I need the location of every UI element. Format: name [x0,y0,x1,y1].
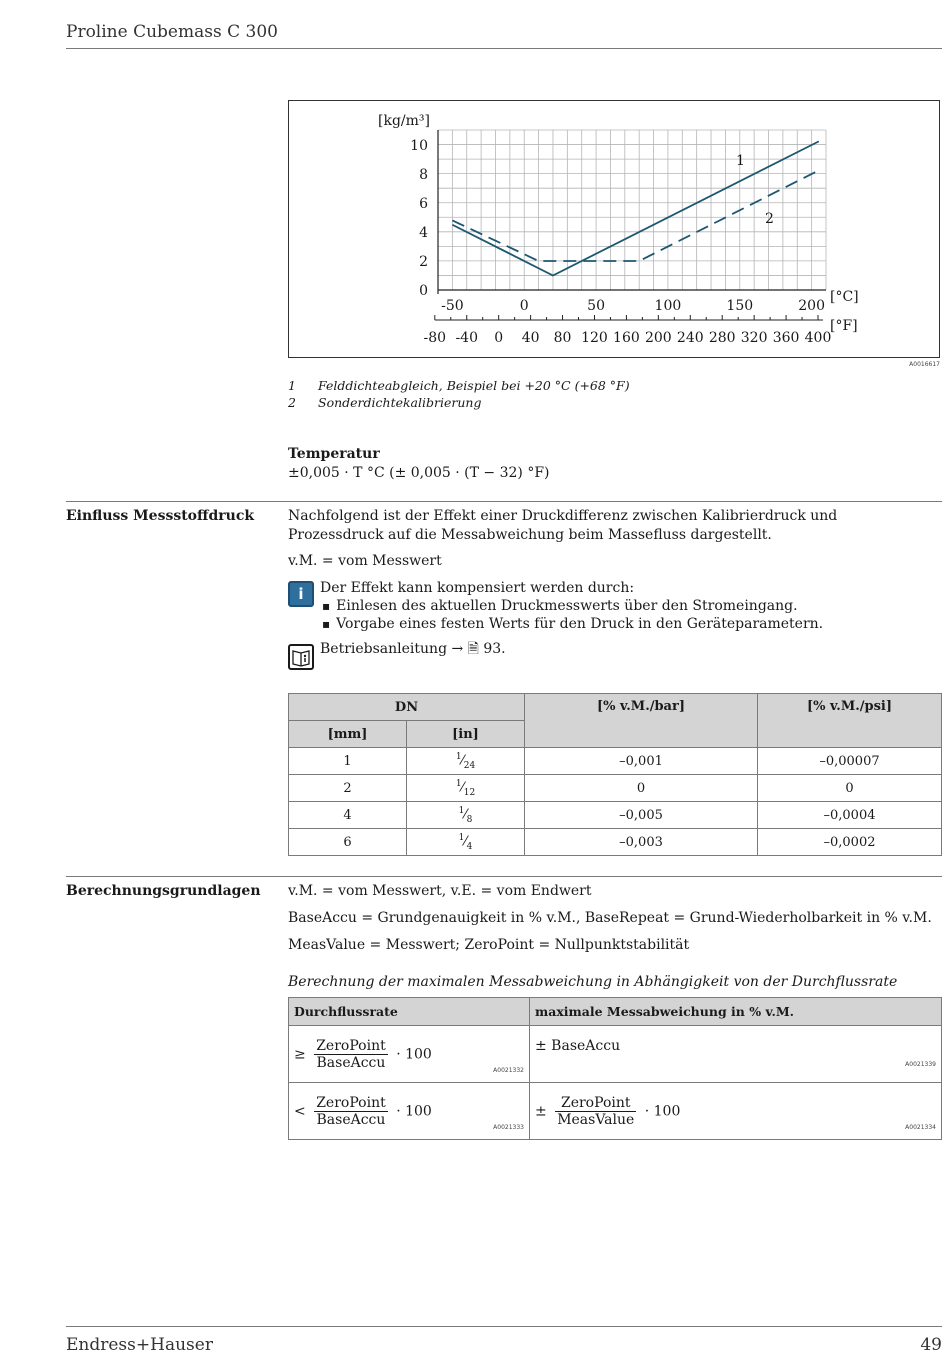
manual-reference-link[interactable]: Betriebsanleitung → 🗎 93. [320,641,506,657]
table-row [289,748,942,775]
formula-code: A0021333 [493,1124,524,1131]
x-tick-label-f: 400 [804,330,832,346]
cell-in: $^1⁄_8$ [407,802,525,829]
figure-legend [288,377,630,411]
series-label-2: 2 [765,211,774,227]
temperature-heading: Temperatur [288,446,380,462]
fraction: $\frac{\text{ZeroPoint}}{\text{MeasValue}}$ [557,1094,635,1128]
calc-line-1: v.M. = vom Messwert, v.E. = vom Endwert [288,883,592,899]
info-icon: i [288,581,314,607]
x-unit-f: [°F] [830,318,858,334]
x-tick-label-f: 80 [553,330,572,346]
x-tick-label-f: -40 [455,330,479,346]
col-header-deviation: maximale Messabweichung in % v.M. [530,998,942,1026]
multiplier: · 100 [644,1103,681,1119]
cell-psi: 0 [758,775,942,802]
cell-mm: 4 [289,802,407,829]
y-tick-label: 8 [419,167,428,183]
pressure-intro: Nachfolgend ist der Effekt einer Druckdifferenz zwischen Kalibrierdruck und Prozessdruck auf die Messabweichung beim Massefluss dargestellt. [288,508,838,543]
x-tick-label-c: -50 [441,298,464,314]
col-header-dn: DN [289,694,525,721]
cell-psi: –0,00007 [758,748,942,775]
cell-bar: –0,003 [525,829,758,856]
x-tick-label-c: 0 [519,298,529,314]
section-rule [66,501,942,502]
legend-number: 1 [288,378,296,393]
list-item: ▪ Vorgabe eines festen Werts für den Druck in den Geräteparametern. [322,615,823,633]
multiplier: · 100 [396,1103,432,1119]
legend-text: Sonderdichtekalibrierung [318,395,482,410]
fraction: $\frac{\text{ZeroPoint}}{\text{BaseAccu}}$ [316,1094,386,1128]
vm-definition: v.M. = vom Messwert [288,553,442,569]
calc-table [288,997,942,1140]
manual-book-icon [288,644,314,670]
x-tick-label-f: 120 [581,330,608,346]
x-tick-label-f: 360 [772,330,800,346]
cell-flow-condition [289,1026,530,1083]
y-tick-label: 2 [419,254,428,270]
formula-code: A0021332 [493,1067,524,1074]
cell-psi: –0,0004 [758,802,942,829]
col-header-mm: [mm] [289,721,407,748]
cell-in: $^1⁄_{24}$ [407,748,525,775]
calc-table-caption: Berechnung der maximalen Messabweichung in Abhängigkeit von der Durchflussrate [288,974,898,990]
cell-flow-condition [289,1083,530,1140]
legend-item-1 [288,377,630,394]
cell-deviation [530,1083,942,1140]
x-tick-label-f: 320 [740,330,768,346]
list-item: ▪ Einlesen des aktuellen Druckmesswerts über den Stromeingang. [322,597,823,615]
x-tick-label-f: 280 [708,330,736,346]
cell-in: $^1⁄_{12}$ [407,775,525,802]
y-tick-label: 4 [419,225,428,241]
legend-text: Felddichteabgleich, Beispiel bei +20 °C (+68 °F) [318,378,630,393]
page-header-title: Proline Cubemass C 300 [66,22,278,42]
calc-line-3: MeasValue = Messwert; ZeroPoint = Nullpunktstabilität [288,937,690,953]
header-rule [66,48,942,49]
table-row [289,1026,942,1083]
x-tick-label-c: 50 [587,298,605,314]
table-row [289,1083,942,1140]
x-tick-label-f: 0 [494,330,504,346]
cell-mm: 1 [289,748,407,775]
table-row [289,829,942,856]
fraction: $\frac{\text{ZeroPoint}}{\text{BaseAccu}}$ [316,1037,386,1071]
cell-in: $^1⁄_4$ [407,829,525,856]
multiplier: · 100 [396,1046,432,1062]
note-bullets [322,597,823,633]
formula-code: A0021339 [905,1061,936,1068]
note-text: Der Effekt kann kompensiert werden durch: [320,580,635,596]
series-line-2 [452,170,818,261]
figure-code: A0016617 [909,361,940,368]
x-tick-label-c: 100 [654,298,682,314]
col-header-in: [in] [407,721,525,748]
cell-bar: –0,001 [525,748,758,775]
y-tick-label: 6 [419,196,428,212]
legend-item-2 [288,394,630,411]
operator: < [294,1103,306,1119]
x-unit-c: [°C] [830,289,859,305]
x-tick-label-c: 200 [798,298,825,314]
col-header-flow: Durchflussrate [289,998,530,1026]
footer-rule [66,1326,942,1327]
x-tick-label-f: 200 [644,330,672,346]
cell-psi: –0,0002 [758,829,942,856]
operator: ≥ [294,1046,306,1062]
y-axis-label: [kg/m³] [378,113,430,129]
footer-company: Endress+Hauser [66,1335,213,1355]
series-label-1: 1 [736,153,745,169]
series-line-1 [452,141,818,275]
x-tick-label-f: 160 [613,330,640,346]
result-text: ± BaseAccu [535,1038,621,1054]
x-tick-label-c: 150 [726,298,754,314]
density-chart [288,100,940,358]
section-rule [66,876,942,877]
y-tick-label: 0 [419,283,428,299]
cell-mm: 2 [289,775,407,802]
x-tick-label-f: 40 [521,330,540,346]
cell-deviation [530,1026,942,1083]
x-tick-label-f: -80 [423,330,447,346]
temperature-formula: ±0,005 · T °C (± 0,005 · (T − 32) °F) [288,465,550,481]
legend-number: 2 [288,395,296,410]
x-tick-label-f: 240 [676,330,704,346]
footer-page-number: 49 [920,1335,942,1355]
section-title-calc: Berechnungsgrundlagen [66,883,261,899]
table-row [289,775,942,802]
y-tick-label: 10 [410,138,428,154]
formula-code: A0021334 [905,1124,936,1131]
table-row [289,802,942,829]
cell-bar: 0 [525,775,758,802]
pressure-effect-table [288,693,942,856]
col-header-psi: [% v.M./psi] [758,694,942,748]
section-title-pressure: Einfluss Messstoffdruck [66,508,255,524]
result-text: ± [535,1103,547,1119]
cell-mm: 6 [289,829,407,856]
col-header-bar: [% v.M./bar] [525,694,758,748]
cell-bar: –0,005 [525,802,758,829]
calc-line-2: BaseAccu = Grundgenauigkeit in % v.M., BaseRepeat = Grund-Wiederholbarkeit in % v.M. [288,910,932,926]
